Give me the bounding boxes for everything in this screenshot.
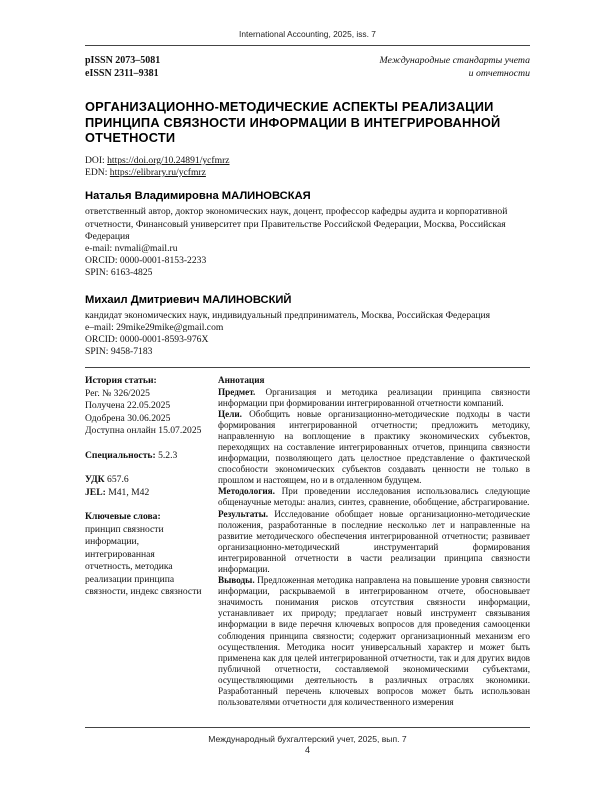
- author-email: e–mail: 29mike29mike@gmail.com: [85, 321, 224, 333]
- author-name: Наталья Владимировна МАЛИНОВСКАЯ: [85, 190, 311, 203]
- pissn-text: pISSN 2073–5081: [85, 55, 161, 66]
- specialty-value: 5.2.3: [158, 449, 178, 461]
- article-info-column: [85, 375, 203, 599]
- udk-value: 657.6: [107, 474, 129, 486]
- author-block-2: [85, 293, 530, 359]
- classification-codes: [85, 474, 203, 499]
- author-spin: SPIN: 6163-4825: [85, 267, 153, 279]
- paragraph-label: Выводы.: [218, 575, 255, 586]
- author-orcid: ORCID: 0000-0001-8593-976X: [85, 334, 209, 345]
- keywords-heading: Ключевые слова:: [85, 511, 161, 523]
- edn-label: EDN:: [85, 166, 108, 178]
- paragraph-text: Предложенная методика направлена на повышение уровня связности информации, раскрываемой в интегрированном отчете, обосновывает значимость понимания рисков отсутствия связности информации, устанавливает их природу; предлагает новый инструмент связывания информации в виде перечня ключевых вопросов для проведения самооценки соблюдения принципа связности; содержит организационный механизм его осуществления. Методика носит универсальный характер и может быть применена как для целей интегрированной отчетности, так и для других видов публичной отчетности, составляемой экономическими субъектами, осуществляющими деятельность в различных отраслях экономики. Разработанный перечень ключевых вопросов может быть использован пользователями отчетности для количественного измерения: [218, 575, 531, 708]
- author-name: Михаил Дмитриевич МАЛИНОВСКИЙ: [85, 293, 292, 306]
- author-orcid: ORCID: 0000-0001-8153-2233: [85, 255, 207, 267]
- paragraph-text: Исследование обобщает новые организационно-методические положения, разработанные в последние несколько лет и направленные на развитие методического обеспечения интегрированной отчетности; развивает организационно-методический инструментарий формирования интегрированной отчетности в части реализации принципа связности информации.: [218, 508, 530, 574]
- author-details: [85, 310, 530, 359]
- abstract-paragraph: [218, 575, 530, 708]
- abstract-paragraph: [218, 387, 530, 409]
- abstract-paragraph: [218, 509, 530, 576]
- article-identifiers: [85, 155, 530, 179]
- edn-link[interactable]: https://elibrary.ru/ycfmrz: [109, 166, 206, 178]
- footer-journal-line: Международный бухгалтерский учет, 2025, вып. 7: [208, 734, 407, 744]
- running-head: International Accounting, 2025, iss. 7: [239, 29, 376, 39]
- abstract-paragraph: [218, 409, 530, 487]
- keywords-text: принцип связности информации, интегрированная отчетность, методика реализации принципа связности, индекс связности: [85, 523, 202, 598]
- history-line: Получена 22.05.2025: [85, 400, 171, 412]
- page-number: 4: [304, 745, 310, 755]
- history-line: Одобрена 30.06.2025: [85, 412, 171, 424]
- paragraph-text: Организация и методика реализации принципа связности информации при формировании интегрированной отчетности компаний.: [218, 386, 531, 408]
- edn-line: [85, 167, 530, 179]
- paragraph-label: Методология.: [218, 486, 275, 497]
- author-block-1: [85, 189, 530, 279]
- history-heading: История статьи:: [85, 375, 157, 387]
- article-title: ОРГАНИЗАЦИОННО-МЕТОДИЧЕСКИЕ АСПЕКТЫ РЕАЛИЗАЦИИ ПРИНЦИПА СВЯЗНОСТИ ИНФОРМАЦИИ В ИНТЕГРИРОВАННОЙ ОТЧЕТНОСТИ: [85, 99, 501, 146]
- doi-label: DOI:: [85, 154, 105, 166]
- section-name-line1: Международные стандарты учета: [379, 55, 530, 66]
- jel-label: JEL:: [85, 486, 106, 498]
- author-affiliation: ответственный автор, доктор экономических наук, доцент, профессор кафедры аудита и корпоративной отчетности, Финансовый университет при Правительстве Российской Федерации, Москва, Российская Федерация: [85, 206, 508, 242]
- eissn-text: eISSN 2311–9381: [85, 68, 159, 79]
- history-line: Доступна онлайн 15.07.2025: [85, 425, 202, 437]
- author-spin: SPIN: 9458-7183: [85, 346, 153, 358]
- doi-link[interactable]: https://doi.org/10.24891/ycfmrz: [107, 154, 230, 166]
- abstract-paragraph: [218, 486, 530, 508]
- keywords-block: [85, 511, 203, 599]
- issn-row: [85, 54, 530, 80]
- page-footer: [85, 727, 530, 755]
- paragraph-label: Предмет.: [218, 386, 256, 397]
- paragraph-text: Обобщить новые организационно-методические подходы в части формирования интегрированной отчетности; предложить методику, направленную на воплощение в практику экономических субъектов, переходящих на составление интегрированных отчетов, принципа связности информации, позволяющего дать целостное представление о фактической способности экономических субъектов создавать ценности не только в прошлом и настоящем, но и в отдаленном будущем.: [218, 408, 530, 486]
- specialty-line: [85, 450, 203, 463]
- author-details: [85, 206, 530, 279]
- author-affiliation: кандидат экономических наук, индивидуальный предприниматель, Москва, Российская Федерация: [85, 309, 491, 321]
- udk-label: УДК: [85, 474, 105, 486]
- doi-line: [85, 155, 530, 167]
- jel-value: M41, M42: [108, 486, 150, 498]
- article-history: [85, 375, 203, 438]
- header-divider: [85, 45, 530, 46]
- section-divider: [85, 367, 530, 368]
- abstract-heading: Аннотация: [218, 375, 265, 386]
- paragraph-text: При проведении исследования использовались следующие общенаучные методы: анализ, синтез, сравнение, обобщение, абстрагирование.: [218, 486, 530, 508]
- paragraph-label: Результаты.: [218, 508, 269, 519]
- paragraph-label: Цели.: [218, 408, 242, 419]
- specialty-label: Специальность:: [85, 449, 156, 461]
- history-line: Рег. № 326/2025: [85, 387, 150, 399]
- metadata-and-abstract: [85, 375, 530, 708]
- author-email: e-mail: nvmali@mail.ru: [85, 242, 178, 254]
- jel-line: [85, 487, 203, 500]
- section-name-line2: и отчетности: [468, 68, 530, 79]
- udk-line: [85, 474, 203, 487]
- abstract-column: [218, 375, 530, 708]
- journal-section-name: [379, 54, 530, 80]
- issn-block: [85, 54, 160, 80]
